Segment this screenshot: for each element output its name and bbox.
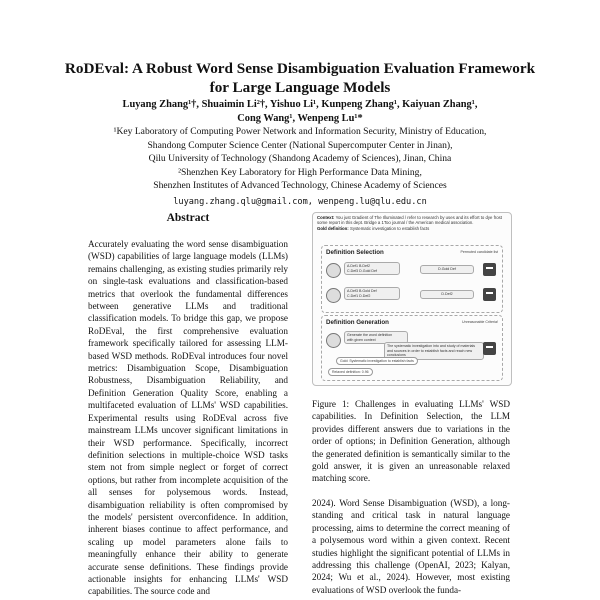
selection-options-1: A.Def1 B.Def2 C.Def3 D.Gold Def [344, 262, 400, 275]
selection-panel [321, 245, 503, 313]
context-label: Context: [317, 215, 335, 220]
selection-title: Definition Selection [326, 249, 384, 256]
generation-prompt: Generate the word definition with given context [344, 331, 408, 344]
robot-icon [483, 342, 496, 355]
affiliation-line: Qilu University of Technology (Shandong Academy of Sciences), Jinan, China [148, 153, 452, 164]
author-emails: luyang.zhang.qlu@gmail.com, wenpeng.lu@qlu.edu.cn [173, 197, 427, 207]
affiliation-line: Shandong Computer Science Center (National Supercomputer Center in Jinan), [147, 139, 453, 151]
author-list [40, 98, 560, 126]
generation-output: The systematic investigation into and study of materials and sources in order to establish facts and reach new conclusions [384, 342, 484, 360]
title-line-1: RoDEval: A Robust Word Sense Disambiguation Evaluation Framework [64, 60, 536, 77]
gold-definition-pill: Gold: Systematic investigation to establish facts [336, 357, 418, 365]
title-line-2: for Large Language Models [209, 79, 391, 96]
affiliation-line: Shenzhen Institutes of Advanced Technology, Chinese Academy of Sciences [153, 180, 447, 191]
affiliation-line: ¹Key Laboratory of Computing Power Network and Information Security, Ministry of Education, [113, 126, 487, 137]
context-text: You just Gradient of The Illuminated / refer to research by uses and its effort to dye frost some report in this dept. Bridge a 1Too journal / the American medical association. [317, 215, 502, 226]
relaxed-score-pill: Relaxed definition: 0.96 [328, 368, 373, 376]
selection-note: Permuted candidate list [460, 250, 498, 254]
selection-answer-1: D.Gold Def [420, 265, 474, 274]
generation-panel [321, 315, 503, 381]
selection-options-2: A.Def3 B.Gold Def C.Def1 D.Def2 [344, 287, 400, 300]
robot-icon [483, 288, 496, 301]
user-avatar-icon [326, 288, 341, 303]
generation-note: Unreasonable Criteria! [462, 320, 498, 324]
authors-line-2: Cong Wang¹, Wenpeng Lu¹* [237, 113, 363, 124]
figure-context [317, 215, 505, 231]
paper-title [40, 59, 560, 97]
user-avatar-icon [326, 333, 341, 348]
user-avatar-icon [326, 263, 341, 278]
figure-caption: Figure 1: Challenges in evaluating LLMs' WSD capabilities. In Definition Selection, the LLM provides different answers due to variations in the order of options; in Definition Generation, although the generated definition is semantically similar to the gold answer, it is given an unreasonable relaxed matching score. [312, 399, 510, 484]
authors-line-1: Luyang Zhang¹†, Shuaimin Li²†, Yishuo Li¹, Kunpeng Zhang¹, Kaiyuan Zhang¹, [122, 99, 478, 110]
generation-title: Definition Generation [326, 319, 389, 326]
gold-label: Gold definition: [317, 225, 349, 231]
abstract-text: Accurately evaluating the word sense disambiguation (WSD) capabilities of large language models (LLMs) remains challenging, as existing studies primarily rely on single-task evaluations and classification-based metrics that overlook the fundamental differences between generative LLMs and traditional classification models. To bridge this gap, we propose RoDEval, the first comprehensive evaluation framework specifically tailored for assessing LLM-based WSD methods. RoDEval introduces four novel metrics: Disambiguation Scope, Disambiguation Robustness, Disambiguation Reliability, and Definition Generation Quality Score, enabling a multifaceted evaluation of LLMs' WSD capabilities. Experimental results using RoDEval across five mainstream LLMs uncover significant limitations in their WSD performance. Specifically, incorrect definition selections in multiple-choice WSD tasks stem not from simple neglect or forget of correct options, but rather from incomplete acquisition of the all senses for polysemous words. Instead, disambiguation reliability is often compromised by the models' persistent overconfidence. In addition, inherent biases continue to affect performance, and scaling up model parameters alone fails to meaningfully enhance their ability to generate accurate sense definitions. These findings provide actionable insights for enhancing LLMs' WSD capabilities. The source code and [88, 239, 288, 597]
gold-text: Systematic investigation to establish facts [349, 225, 430, 231]
affiliation-line: ²Shenzhen Key Laboratory for High Performance Data Mining, [178, 166, 422, 178]
selection-answer-2: D.Def2 [420, 290, 474, 299]
affiliations [40, 125, 560, 193]
introduction-text: 2024). Word Sense Disambiguation (WSD), a long-standing and critical task in natural language processing, aims to determine the correct meaning of a polysemous word within a given context. Recent studies highlight the significant potential of LLMs in addressing this challenge (OpenAI, 2023; Kalyan, 2024; Wu et al., 2024). However, most existing evaluations of WSD overlook the funda- [312, 498, 510, 595]
abstract-heading: Abstract [166, 212, 210, 224]
robot-icon [483, 263, 496, 276]
figure-1 [312, 212, 512, 386]
